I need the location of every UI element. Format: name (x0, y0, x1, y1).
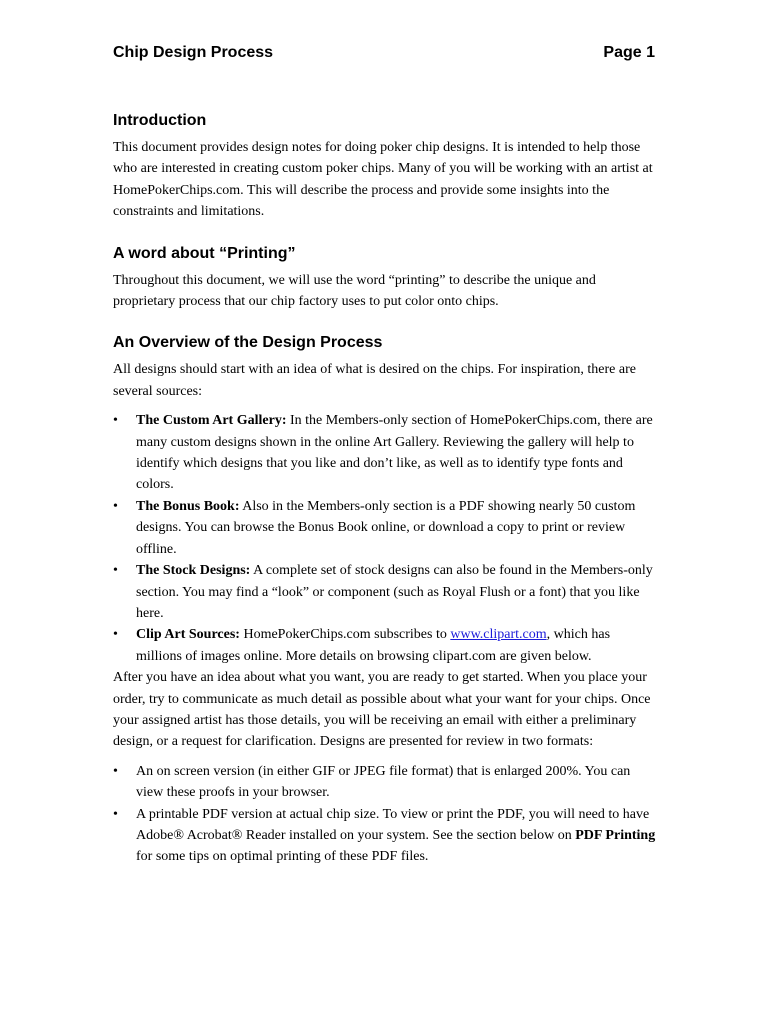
list-item-title: The Bonus Book: (136, 498, 240, 514)
printing-paragraph: Throughout this document, we will use the word “printing” to describe the unique and proprietary process that our chip factory uses to put color onto chips. (113, 272, 596, 310)
list-item-text: In the Members-only section of HomePokerChips.com, there are many custom designs shown in the online Art Gallery. Reviewing the gallery will help to identify which designs that you like and don’t like, as well as to identify type fonts and colors. (136, 413, 653, 493)
list-item (113, 761, 658, 804)
list-item (113, 410, 658, 496)
list-item-text: Also in the Members-only section is a PDF showing nearly 50 custom designs. You can browse the Bonus Book online, or download a copy to print or review offline. (136, 498, 636, 557)
overview-section (113, 332, 658, 867)
pdf-printing-reference: PDF Printing (575, 827, 656, 843)
bullet-icon: • (113, 763, 118, 779)
overview-heading: An Overview of the Design Process (113, 334, 383, 352)
bullet-icon: • (113, 627, 118, 643)
list-item-text: A printable PDF version at actual chip size. To view or print the PDF, you will need to have Adobe® Acrobat® Reader installed on your system. See the section below on (136, 806, 650, 843)
list-item (113, 624, 658, 667)
list-item (113, 560, 658, 624)
clipart-link[interactable]: www.clipart.com (450, 627, 547, 643)
introduction-section (113, 110, 658, 223)
printing-section (113, 243, 658, 313)
introduction-heading: Introduction (113, 112, 207, 129)
list-item-title: Clip Art Sources: (136, 627, 240, 643)
list-item-title: The Custom Art Gallery: (136, 413, 287, 429)
list-item-text: A complete set of stock designs can also be found in the Members-only section. You may find a “look” or component (such as Royal Flush or a font) that you like here. (136, 563, 653, 621)
page-number: Page 1 (603, 44, 655, 61)
overview-intro-paragraph: All designs should start with an idea of what is desired on the chips. For inspiration, there are several sources: (113, 362, 636, 399)
document-body (113, 110, 658, 868)
list-item-text: HomePokerChips.com subscribes to (239, 627, 451, 643)
page-header (113, 44, 655, 62)
bullet-icon: • (113, 563, 118, 579)
document-title: Chip Design Process (113, 44, 274, 61)
list-item (113, 804, 658, 868)
list-item-title: The Stock Designs: (136, 563, 251, 579)
list-item-text: , which has millions of images online. More details on browsing clipart.com are given below. (136, 627, 611, 664)
list-item-text: An on screen version (in either GIF or JPEG file format) that is enlarged 200%. You can view these proofs in your browser. (136, 763, 631, 801)
list-item-text: for some tips on optimal printing of these PDF files. (136, 849, 429, 865)
bullet-icon: • (113, 806, 118, 822)
introduction-paragraph: This document provides design notes for doing poker chip designs. It is intended to help those who are interested in creating custom poker chips. Many of you will be working with an artist at HomePokerChips.com. This will describe the process and provide some insights into the constraints and limitations. (113, 140, 653, 220)
bullet-icon: • (113, 498, 118, 514)
printing-heading: A word about “Printing” (113, 244, 296, 262)
review-formats-list (113, 761, 658, 868)
bullet-icon: • (113, 413, 118, 429)
inspiration-sources-list (113, 410, 658, 667)
list-item (113, 496, 658, 560)
review-formats-paragraph: After you have an idea about what you want, you are ready to get started. When you place your order, try to communicate as much detail as possible about what your want for your chips. Once your assigned artist has those details, you will be receiving an email with either a preliminary design, or a request for clarification. Designs are presented for review in two formats: (113, 670, 651, 750)
